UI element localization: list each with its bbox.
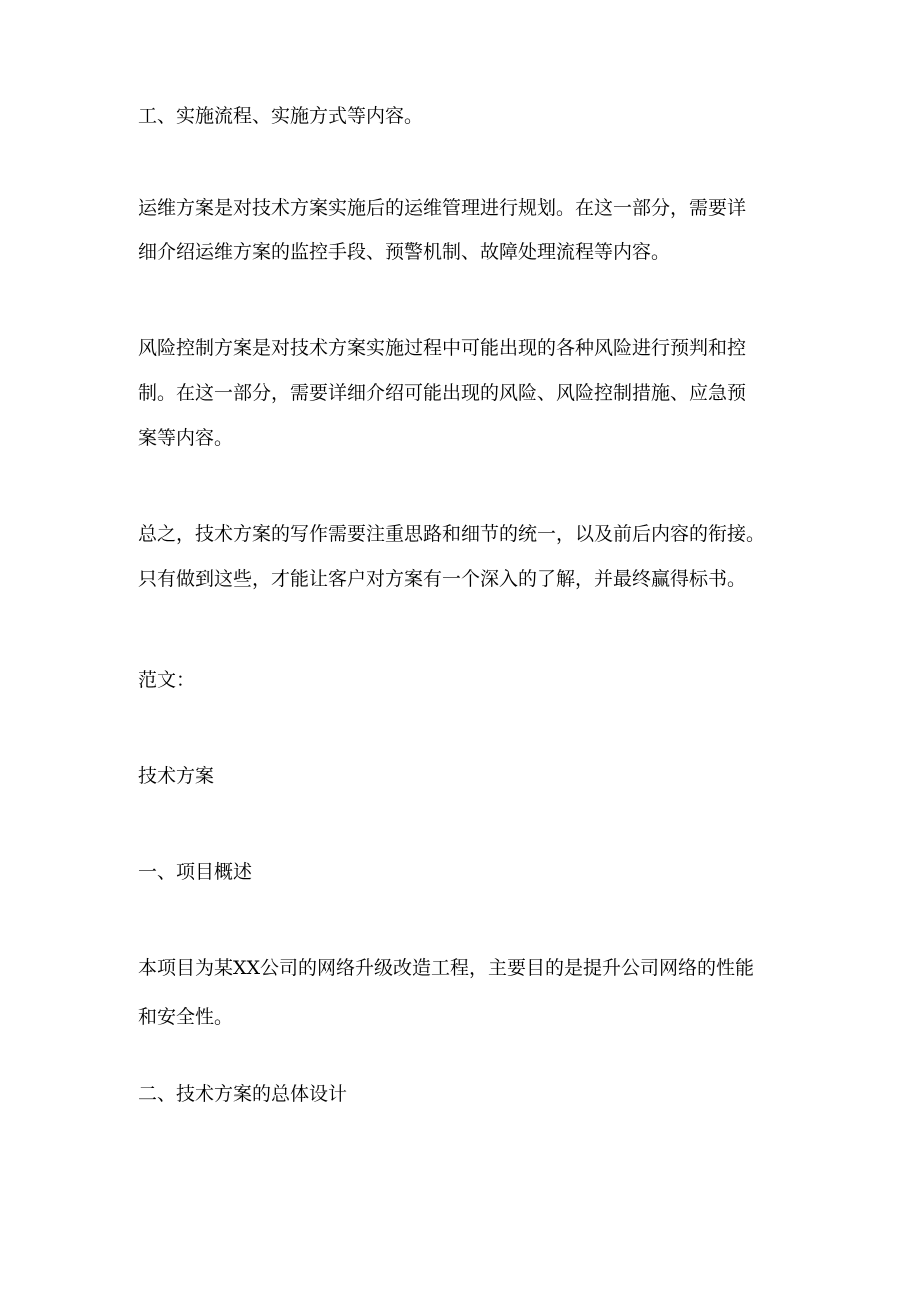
ops-paragraph-line-1: 运维方案是对技术方案实施后的运维管理进行规划。在这一部分，需要详 [138,197,747,219]
intro-tail-text: 工、实施流程、实施方式等内容。 [138,105,424,127]
sample-label: 范文： [138,669,196,691]
risk-paragraph-line-3: 案等内容。 [138,427,234,449]
summary-paragraph-line-1: 总之，技术方案的写作需要注重思路和细节的统一，以及前后内容的衔接。 [138,523,766,545]
summary-paragraph-line-2: 只有做到这些，才能让客户对方案有一个深入的了解，并最终赢得标书。 [138,568,747,590]
ops-paragraph-line-2: 细介绍运维方案的监控手段、预警机制、故障处理流程等内容。 [138,241,671,263]
sample-title: 技术方案 [138,765,215,787]
section-heading-2: 二、技术方案的总体设计 [138,1083,348,1105]
project-paragraph-line-2: 和安全性。 [138,1006,234,1028]
section-heading-1: 一、项目概述 [138,861,253,883]
risk-paragraph-line-1: 风险控制方案是对技术方案实施过程中可能出现的各种风险进行预判和控 [138,337,747,359]
project-paragraph-line-1: 本项目为某XX公司的网络升级改造工程，主要目的是提升公司网络的性能 [138,957,755,979]
risk-paragraph-line-2: 制。在这一部分，需要详细介绍可能出现的风险、风险控制措施、应急预 [138,382,747,404]
